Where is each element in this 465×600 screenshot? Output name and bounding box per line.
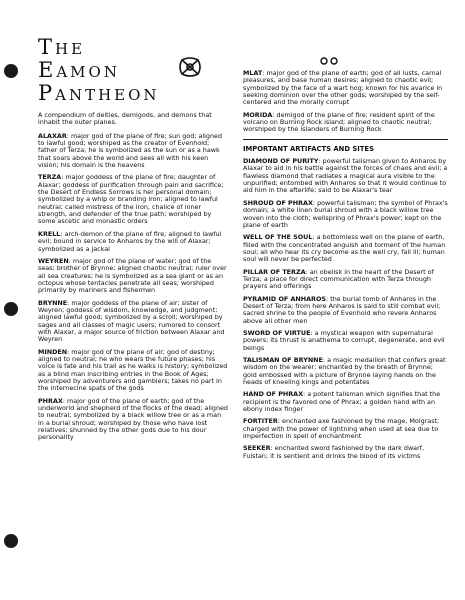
artifact-entry: HAND OF PHRAX: a potent talisman which signifies that the recipient is the favored one of Phrax; a golden hand with an ebony index finger <box>243 390 441 414</box>
artifact-entry-name: SWORD OF VIRTUE <box>243 328 311 337</box>
deity-entry-description: major god of the plane of water; god of the seas; brother of Brynne; aligned chaotic neutral; ruler over all sea creatures; he is symbolized as a sea giant or as an octopus whose tentacles penetrate all seas; worshiped primarily by mariners and fishermen <box>38 256 227 295</box>
artifact-entry-description: the burial tomb of Anharos in the Desert of Terza; from here Anharos is said to still combat evil; sacred shrine to the people of Evenhold who revere Anharos above all other men <box>243 294 441 325</box>
deity-entry-name: MLAT <box>243 69 263 77</box>
title-line-3: Pantheon <box>38 81 160 105</box>
artifact-entry-description: a potent talisman which signifies that the recipient is the favored one of Phrax; a golden hand with an ebony index finger <box>243 390 441 414</box>
deity-entry: TERZA: major goddess of the plane of fire; daughter of Alaxar; goddess of purification through pain and sacrifice; the Desert of Endless Sorrows is her personal domain; symbolized by a whip or branding iron; aligned to lawful neutral; called mistress of the iron, chalice of inner strength, and defender of the true path; worshiped by some ascetic and monastic orders <box>38 173 224 226</box>
deity-entry-name: MINDEN <box>38 347 68 356</box>
deity-entry-description: major goddess of the plane of fire; daughter of Alaxar; goddess of purification through pain and sacrifice; the Desert of Endless Sorrows is her personal domain; symbolized by a whip or branding iron; aligned to lawful neutral; called mistress of the iron, chalice of inner strength, and defender of the true path; worshiped by some ascetic and monastic orders <box>38 173 224 226</box>
deity-entry: KRELL: arch-demon of the plane of fire; aligned to lawful evil; bound in service to Anharos by the will of Alaxar; symbolized as a jackal <box>38 229 222 253</box>
artifact-entry-description: powerful talisman; the symbol of Phrax's domain; a white linen burial shroud with a black willow tree woven into the cloth; wellspring of Phrax's power; kept on the plane of earth <box>243 198 448 229</box>
artifact-entry: SHROUD OF PHRAX: powerful talisman; the symbol of Phrax's domain; a white linen burial shroud with a black willow tree woven into the cloth; wellspring of Phrax's power; kept on the plane of earth <box>243 198 448 229</box>
binder-hole-bottom <box>4 534 18 548</box>
artifact-entry-name: HAND OF PHRAX <box>243 390 304 399</box>
artifact-entry: SEEKER: enchanted sword fashioned by the dark dwarf, Fulstan; it is sentient and drinks the blood of its victims <box>243 444 425 460</box>
deity-entry-description: major god of the plane of fire; sun god; aligned to lawful good; worshiped as the creator of Evenhold; father of Terza; he is symbolized as the sun or as a hawk that soars above the world and sees all with his keen vision; his domain is the heavens <box>38 131 223 170</box>
deity-entry-name: BRYNNE <box>38 298 68 307</box>
artifact-entry-description: an obelisk in the heart of the Desert of Terza; a place for direct communication with Terza through prayers and offerings <box>243 267 434 291</box>
artifact-entry-name: SEEKER <box>243 444 271 453</box>
deity-list-right <box>243 70 448 134</box>
deity-entry: BRYNNE: major goddess of the plane of air; sister of Weyren; goddess of wisdom, knowledge, and judgment; aligned lawful good; symbolized by a scroll; worshiped by sages and all classes of magic users; rumored to consort with Alaxar, a major source of friction between Alaxar and Weyren <box>38 298 225 344</box>
artifact-entry: PILLAR OF TERZA: an obelisk in the heart of the Desert of Terza; a place for direct communication with Terza through prayers and offerings <box>243 267 434 291</box>
left-column <box>38 112 228 447</box>
section-divider <box>243 139 448 140</box>
artifact-entry: SWORD OF VIRTUE: a mystical weapon with supernatural powers; its thrust is anathema to corrupt, degenerate, and evil beings <box>243 328 445 352</box>
artifact-entry-name: DIAMOND OF PURITY <box>243 157 319 166</box>
deity-entry-description: major goddess of the plane of air; sister of Weyren; goddess of wisdom, knowledge, and judgment; aligned lawful good; symbolized by a scroll; worshiped by sages and all classes of magic users; rumored to consort with Alaxar, a major source of friction between Alaxar and Weyren <box>38 298 225 344</box>
artifact-entry-name: PYRAMID OF ANHAROS <box>243 294 327 303</box>
deity-entry-name: TERZA <box>38 173 62 182</box>
celtic-knot-icon <box>178 56 202 78</box>
deity-entry: MINDEN: major god of the plane of air; god of destiny; aligned to neutral; he who wears the future phases; his voice is fate and his trail as he walks is history; symbolized as a blind man inscribing entries in the Book of Ages; worshiped by adventurers and gamblers; takes no part in the internecine spats of the gods <box>38 347 228 393</box>
deity-entry-name: KRELL <box>38 229 61 238</box>
intro-text: A compendium of deities, demigods, and demons that inhabit the outer planes. <box>38 111 212 127</box>
artifact-entry-description: a bottomless well on the plane of earth, filled with the concentrated anguish and torment of the human soul; all who hear its cry become as the well cry, fall ill; human soul will never be perfected <box>243 233 446 264</box>
deity-entry-description: demigod of the plane of fire; resident spirit of the volcano on Burning Rock island; aligned to chaotic neutral; worshiped by the islanders of Burning Rock <box>243 110 435 134</box>
deity-entry-name: ALAXAR <box>38 131 67 140</box>
binder-hole-middle <box>4 302 18 316</box>
artifact-entry: WELL OF THE SOUL: a bottomless well on the plane of earth, filled with the concentrated anguish and torment of the human soul; all who hear its cry become as the well cry, fall ill; human soul will never be perfected <box>243 233 446 264</box>
page-title <box>38 36 188 105</box>
artifact-entry-description: a magic medallion that confers great wisdom on the wearer; enchanted by the breath of Brynne; gold embossed with a picture of Brynne laying hands on the heads of kneeling kings and potentates <box>243 356 446 387</box>
artifact-entry: FORTITER: enchanted axe fashioned by the mage, Molgrast; charged with the power of lightning when used at sea due to imperfection in spell of enchantment <box>243 417 440 441</box>
deity-entry: ALAXAR: major god of the plane of fire; sun god; aligned to lawful good; worshiped as the creator of Evenhold; father of Terza; he is symbolized as the sun or as a hawk that soars above the world and sees all with his keen vision; his domain is the heavens <box>38 131 223 170</box>
deity-entry-name: PHRAX <box>38 396 63 405</box>
artifact-entry: PYRAMID OF ANHAROS: the burial tomb of Anharos in the Desert of Terza; from here Anharos is said to still combat evil; sacred shrine to the people of Evenhold who revere Anharos above all other men <box>243 294 441 325</box>
deity-entry: MORIDA: demigod of the plane of fire; resident spirit of the volcano on Burning Rock island; aligned to chaotic neutral; worshiped by the islanders of Burning Rock <box>243 110 435 134</box>
deity-entry: PHRAX: major god of the plane of earth; god of the underworld and shepherd of the flocks of the dead; aligned to neutral; symbolized by a black willow tree or as a man in a burial shroud; worshiped by those who have lost relatives; shunned by the other gods due to his dour personality <box>38 396 228 442</box>
artifact-entry-description: powerful talisman given to Anharos by Alaxar to aid in his battle against the forces of chaos and evil; a flawless diamond that radiates a magical aura visible to the unpurified; entombed with Anharos so that it would continue to aid him in the afterlife; said to be Alaxar's tear <box>243 157 448 195</box>
artifact-entry-name: TALISMAN OF BRYNNE <box>243 356 323 364</box>
deity-list-left <box>38 133 228 442</box>
deity-entry: WEYREN: major god of the plane of water; god of the seas; brother of Brynne; aligned chaotic neutral; ruler over all sea creatures; he is symbolized as a sea giant or as an octopus whose tentacles penetrate all seas; worshiped primarily by mariners and fishermen <box>38 256 227 295</box>
artifact-entry-description: a mystical weapon with supernatural powers; its thrust is anathema to corrupt, degenerate, and evil beings <box>243 328 445 352</box>
deity-entry-description: major god of the plane of earth; god of the underworld and shepherd of the flocks of the dead; aligned to neutral; symbolized by a black willow tree or as a man in a burial shroud; worshiped by those who have lost relatives; shunned by the other gods due to his dour personality <box>38 396 228 442</box>
title-line-1: The <box>38 35 86 59</box>
artifacts-heading: IMPORTANT ARTIFACTS AND SITES <box>243 144 374 153</box>
binder-hole-top <box>4 64 18 78</box>
artifact-entry-name: FORTITER <box>243 417 278 426</box>
double-ring-ornament-icon <box>318 56 340 66</box>
right-column <box>243 70 448 465</box>
deity-entry-name: MORIDA <box>243 110 273 119</box>
artifact-entry: TALISMAN OF BRYNNE: a magic medallion that confers great wisdom on the wearer; enchanted by the breath of Brynne; gold embossed with a picture of Brynne laying hands on the heads of kneeling kings and potentates <box>243 356 446 387</box>
deity-entry-description: major god of the plane of earth; god of all lusts, carnal pleasures, and base human desires; aligned to chaotic evil; symbolized by the face of a wart hog; known for his avarice in seeking dominion over the other gods; worshiped by the self-centered and the morally corrupt <box>243 69 443 107</box>
artifact-entry-description: enchanted axe fashioned by the mage, Molgrast; charged with the power of lightning when used at sea due to imperfection in spell of enchantment <box>243 417 440 441</box>
deity-entry-description: major god of the plane of air; god of destiny; aligned to neutral; he who wears the future phases; his voice is fate and his trail as he walks is history; symbolized as a blind man inscribing entries in the Book of Ages; worshiped by adventurers and gamblers; takes no part in the internecine spats of the gods <box>38 347 228 393</box>
deity-entry-description: arch-demon of the plane of fire; aligned to lawful evil; bound in service to Anharos by the will of Alaxar; symbolized as a jackal <box>38 229 222 253</box>
artifact-entry-description: enchanted sword fashioned by the dark dwarf, Fulstan; it is sentient and drinks the blood of its victims <box>243 444 425 460</box>
deity-entry: MLAT: major god of the plane of earth; god of all lusts, carnal pleasures, and base human desires; aligned to chaotic evil; symbolized by the face of a wart hog; known for his avarice in seeking dominion over the other gods; worshiped by the self-centered and the morally corrupt <box>243 69 443 107</box>
artifact-entry: DIAMOND OF PURITY: powerful talisman given to Anharos by Alaxar to aid in his battle against the forces of chaos and evil; a flawless diamond that radiates a magical aura visible to the unpurified; entombed with Anharos so that it would continue to aid him in the afterlife; said to be Alaxar's tear <box>243 157 448 195</box>
artifact-entry-name: PILLAR OF TERZA <box>243 267 306 276</box>
artifact-entry-name: SHROUD OF PHRAX <box>243 198 313 207</box>
title-line-2: Eamon <box>38 58 120 82</box>
artifact-entry-name: WELL OF THE SOUL <box>243 233 313 242</box>
deity-entry-name: WEYREN <box>38 256 69 265</box>
artifact-list <box>243 158 448 460</box>
